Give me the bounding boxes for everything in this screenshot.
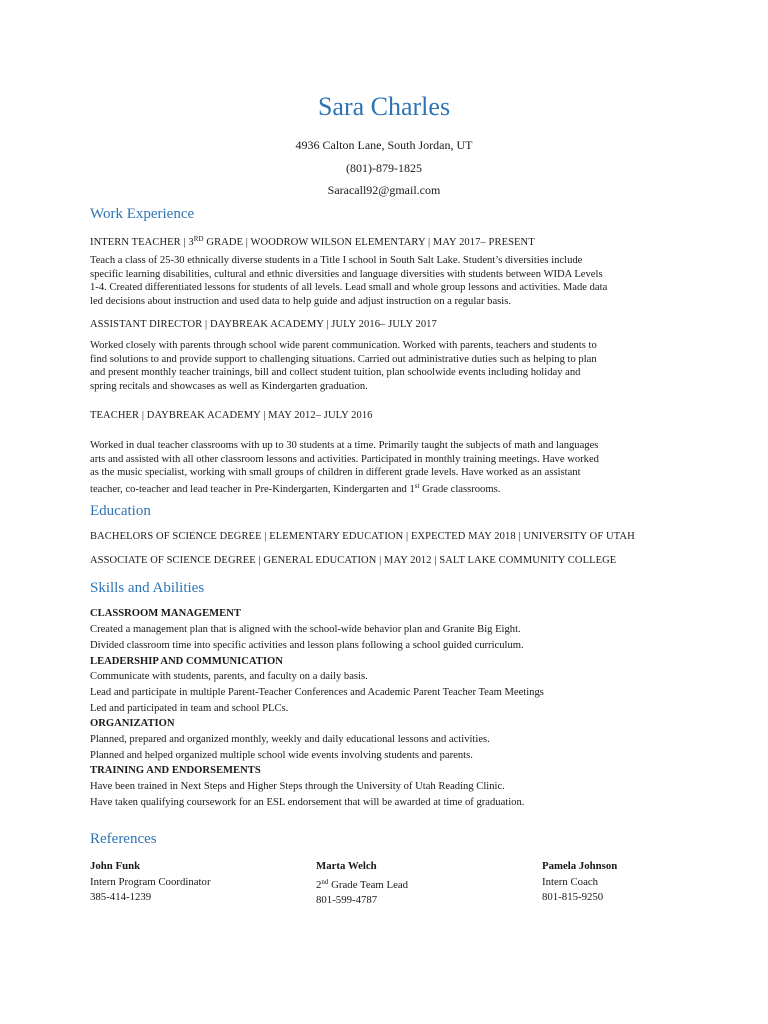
job-description-line: led decisions about instruction and used data to help guide and adjust instruction on a regular basis. — [90, 295, 512, 307]
skill-item: Communicate with students, parents, and faculty on a daily basis. — [90, 671, 368, 682]
contact-address: 4936 Calton Lane, South Jordan, UT — [295, 138, 473, 152]
job-description — [90, 339, 680, 393]
skill-group-title: LEADERSHIP AND COMMUNICATION — [90, 656, 283, 667]
reference-role-text: 2 — [316, 878, 322, 891]
job-description — [90, 254, 680, 308]
job-description-line: find solutions to and provide support to challenging situations. Carried out administrative duties such as helping to plan — [90, 353, 597, 365]
job-description-line: Teach a class of 25-30 ethnically diverse students in a Title I school in South Salt Lake. Student’s diversities include — [90, 255, 583, 266]
job-title — [90, 235, 535, 248]
job-description-text: teacher, co-teacher and lead teacher in Pre-Kindergarten, Kindergarten and 1 — [90, 483, 415, 495]
job-description-line: arts and assisted with all other classroom lessons and activities. Participated in monthly training meetings. Have worked — [90, 453, 599, 465]
skill-item: Have taken qualifying coursework for an ESL endorsement that will be awarded at time of graduation. — [90, 797, 525, 808]
skill-item: Lead and participate in multiple Parent-Teacher Conferences and Academic Parent Teacher Team Meetings — [90, 687, 544, 698]
skill-item: Planned and helped organized multiple school wide events involving students and parents. — [90, 750, 473, 761]
contact-email: Saracall92@gmail.com — [327, 183, 441, 197]
job-description-line: spring recitals and showcases as well as Kindergarten graduation. — [90, 380, 368, 392]
reference-role — [316, 875, 408, 894]
job-title-superscript: RD — [193, 235, 204, 243]
job-description — [90, 439, 680, 496]
resume-name: Sara Charles — [317, 92, 451, 121]
job-description-line: as the music specialist, working with small groups of children in different grade levels. Have worked as an assistant — [90, 467, 581, 478]
job-description-line: 1-4. Created differentiated lessons for students of all levels. Lead small and whole group lessons and activities. Made data — [90, 282, 608, 293]
contact-phone: (801)-879-1825 — [346, 161, 422, 175]
job-description-line: specific learning disabilities, cultural and ethnic diversities and language diversities with students between WIDA Levels — [90, 268, 603, 280]
job-title: TEACHER | DAYBREAK ACADEMY | MAY 2012– JULY 2016 — [90, 410, 373, 421]
ordinal-superscript: nd — [321, 877, 329, 886]
reference-role: Intern Program Coordinator — [90, 875, 211, 888]
job-description-text: Grade classrooms. — [419, 483, 501, 495]
job-title-text: INTERN TEACHER | 3 — [90, 237, 194, 248]
education-item: BACHELORS OF SCIENCE DEGREE | ELEMENTARY EDUCATION | EXPECTED MAY 2018 | UNIVERSITY OF UTAH — [90, 531, 635, 542]
work-experience-heading: Work Experience — [90, 206, 195, 222]
reference-phone: 801-815-9250 — [542, 891, 604, 903]
skill-group-title: ORGANIZATION — [90, 718, 175, 729]
skill-item: Have been trained in Next Steps and Higher Steps through the University of Utah Reading Clinic. — [90, 781, 505, 792]
reference-name: John Funk — [90, 860, 141, 872]
job-description-line: Worked closely with parents through school wide parent communication. Worked with parents, teachers and students to — [90, 340, 597, 351]
reference-name: Marta Welch — [316, 860, 377, 872]
job-description-line: Worked in dual teacher classrooms with up to 30 students at a time. Primarily taught the subjects of math and languages — [90, 440, 599, 451]
reference-card — [90, 859, 211, 906]
references-heading: References — [90, 831, 157, 847]
skill-group-title: CLASSROOM MANAGEMENT — [90, 608, 241, 619]
reference-role-text: Grade Team Lead — [328, 878, 409, 891]
reference-name: Pamela Johnson — [542, 860, 618, 872]
reference-role: Intern Coach — [542, 875, 599, 888]
reference-card — [316, 859, 408, 909]
reference-card — [542, 859, 617, 906]
education-heading: Education — [90, 503, 151, 519]
education-item: ASSOCIATE OF SCIENCE DEGREE | GENERAL EDUCATION | MAY 2012 | SALT LAKE COMMUNITY COLLEGE — [90, 555, 617, 566]
job-description-line — [90, 480, 680, 497]
skill-item: Divided classroom time into specific activities and lesson plans following a school guided curriculum. — [90, 640, 524, 651]
skill-item: Created a management plan that is aligned with the school-wide behavior plan and Granite Big Eight. — [90, 624, 521, 635]
reference-phone: 801-599-4787 — [316, 894, 378, 906]
job-title: ASSISTANT DIRECTOR | DAYBREAK ACADEMY | JULY 2016– JULY 2017 — [90, 319, 437, 330]
skills-heading: Skills and Abilities — [90, 580, 205, 596]
reference-phone: 385-414-1239 — [90, 891, 152, 903]
skill-item: Planned, prepared and organized monthly, weekly and daily educational lessons and activities. — [90, 734, 490, 745]
job-description-line: and present monthly teacher trainings, bill and collect student tuition, plan schoolwide events including holiday and — [90, 367, 581, 378]
ordinal-superscript: st — [414, 481, 420, 490]
skill-item: Led and participated in team and school PLCs. — [90, 703, 289, 714]
job-title-text: GRADE | WOODROW WILSON ELEMENTARY | MAY 2017– PRESENT — [203, 237, 535, 248]
skill-group-title: TRAINING AND ENDORSEMENTS — [90, 765, 261, 776]
